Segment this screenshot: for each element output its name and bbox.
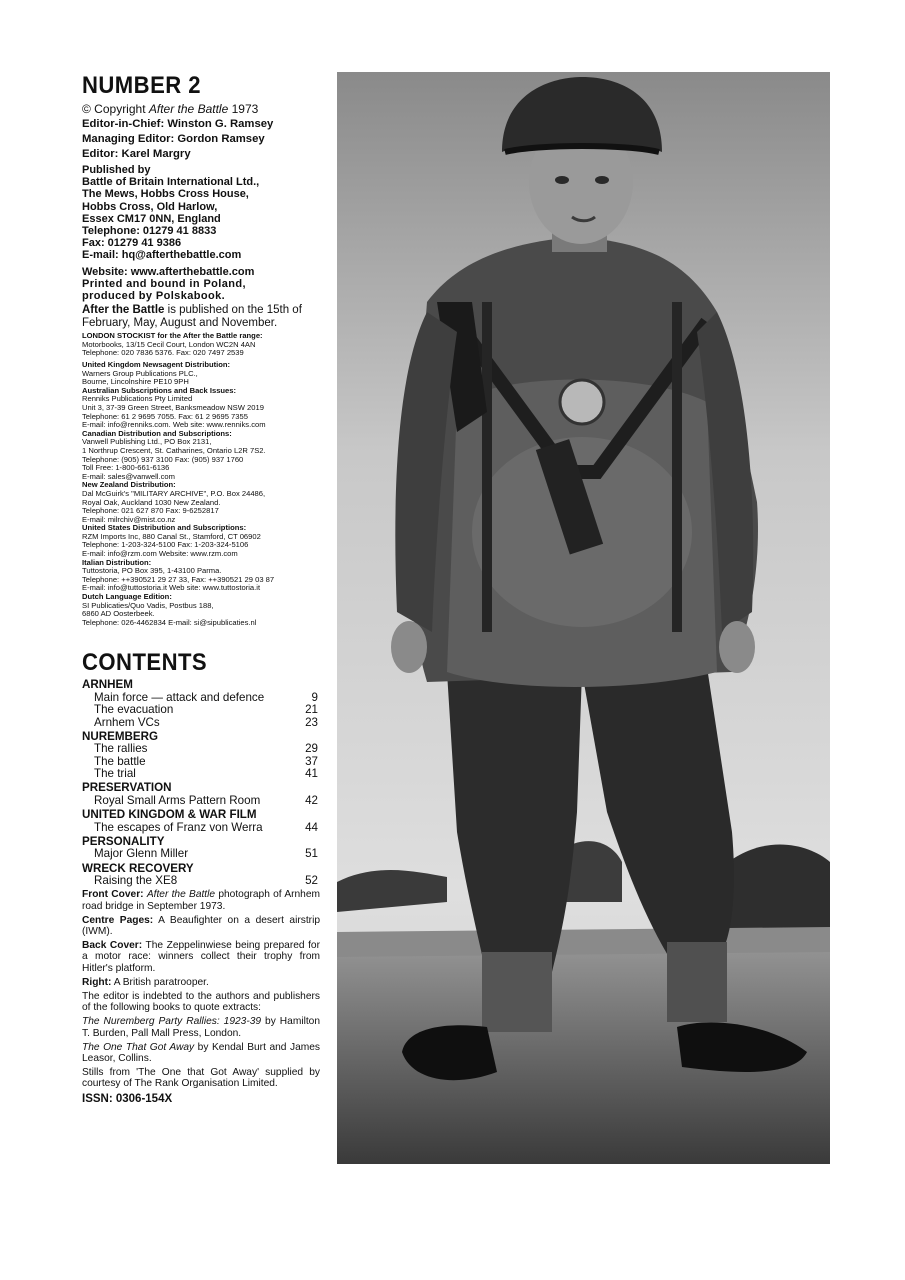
- editor-in-chief: Editor-in-Chief: Winston G. Ramsey: [82, 118, 274, 130]
- distributor-line: Dal McGuirk's "MILITARY ARCHIVE", P.O. Box 24486,: [82, 488, 266, 498]
- distributor-block: [82, 361, 320, 387]
- distributor-block: [82, 387, 320, 430]
- distributor-list: [82, 332, 320, 627]
- contents-section: NUREMBERG: [82, 729, 159, 743]
- contents-item: Royal Small Arms Pattern Room 42: [94, 793, 318, 807]
- distributor-line: Telephone: 61 2 9695 7055. Fax: 61 2 9695 7355: [82, 411, 248, 421]
- contents-item: Raising the XE8 52: [94, 874, 318, 888]
- editor: Editor: Karel Margry: [82, 148, 191, 160]
- contents-item: Major Glenn Miller 51: [94, 847, 318, 861]
- distributor-heading: Canadian Distribution and Subscriptions:: [82, 428, 232, 438]
- email: E-mail: hq@afterthebattle.com: [82, 249, 242, 262]
- distributor-line: E-mail: sales@vanwell.com: [82, 471, 175, 481]
- distributor-line: Unit 3, 37-39 Green Street, Banksmeadow NSW 2019: [82, 402, 264, 412]
- publisher-line: Battle of Britain International Ltd.,: [82, 176, 260, 189]
- distributor-line: SI Publicaties/Quo Vadis, Postbus 188,: [82, 600, 214, 610]
- distributor-line: Telephone: 021 627 870 Fax: 9-6252817: [82, 506, 219, 516]
- contents-item: The evacuation 21: [94, 703, 318, 717]
- indebted-note: The editor is indebted to the authors and publishers of the following books to quote extracts:: [82, 991, 320, 1014]
- managing-editor: Managing Editor: Gordon Ramsey: [82, 133, 265, 145]
- published-by-label: Published by: [82, 164, 151, 176]
- issn: ISSN: 0306-154X: [82, 1092, 173, 1105]
- distributor-block: [82, 481, 320, 524]
- distributor-block: [82, 332, 320, 358]
- distributor-line: E-mail: info@rzm.com Website: www.rzm.com: [82, 549, 238, 559]
- printed-line: produced by Polskabook.: [82, 290, 226, 303]
- paratrooper-photo: [337, 72, 830, 1164]
- publication-schedule: After the Battle is published on the 15th of February, May, August and November.: [82, 304, 302, 330]
- distributor-line: 1 Northrup Crescent, St. Catharines, Ontario L2R 7S2.: [82, 445, 266, 455]
- distributor-line: Telephone: 020 7836 5376. Fax: 020 7497 2539: [82, 348, 244, 358]
- distributor-heading: Australian Subscriptions and Back Issues:: [82, 385, 237, 395]
- contents-title: CONTENTS: [82, 649, 208, 677]
- contents-item: The trial 41: [94, 766, 318, 780]
- stills-credit: Stills from 'The One that Got Away' supplied by courtesy of The Rank Organisation Limited.: [82, 1067, 320, 1090]
- distributor-block: [82, 524, 320, 558]
- left-column: [82, 72, 320, 1105]
- distributor-block: [82, 593, 320, 627]
- book-credit: The Nuremberg Party Rallies: 1923-39 by Hamilton T. Burden, Pall Mall Press, London.: [82, 1016, 321, 1039]
- distributor-line: Telephone: (905) 937 3100 Fax: (905) 937 1760: [82, 454, 244, 464]
- credits-notes: [82, 889, 320, 1089]
- distributor-heading: United Kingdom Newsagent Distribution:: [82, 360, 231, 370]
- contents-item: The escapes of Franz von Werra 44: [94, 820, 318, 834]
- distributor-heading: LONDON STOCKIST for the After the Battle range:: [82, 331, 263, 341]
- distributor-block: [82, 559, 320, 593]
- distributor-heading: Italian Distribution:: [82, 557, 152, 567]
- fax: Fax: 01279 41 9386: [82, 237, 182, 250]
- contents-item: Main force — attack and defence 9: [94, 690, 318, 704]
- distributor-line: Motorbooks, 13/15 Cecil Court, London WC2N 4AN: [82, 339, 256, 349]
- distributor-line: E-mail: info@tuttostoria.it Web site: www.tuttostoria.it: [82, 583, 261, 593]
- front-cover-note: Front Cover: After the Battle photograph of Arnhem road bridge in September 1973.: [82, 889, 321, 912]
- telephone: Telephone: 01279 41 8833: [82, 225, 217, 238]
- distributor-block: [82, 430, 320, 482]
- contents-section: UNITED KINGDOM & WAR FILM: [82, 808, 257, 821]
- distributor-line: Telephone: 026-4462834 E-mail: si@sipublicaties.nl: [82, 617, 257, 627]
- contents-section: PRESERVATION: [82, 781, 172, 795]
- distributor-line: Vanwell Publishing Ltd., PO Box 2131,: [82, 437, 212, 447]
- distributor-line: Telephone: 1-203-324-5100 Fax: 1-203-324-5106: [82, 540, 249, 550]
- issue-title: NUMBER 2: [82, 72, 201, 99]
- paratrooper-photo-graphic: [337, 72, 830, 1164]
- distributor-heading: United States Distribution and Subscriptions:: [82, 523, 247, 533]
- right-photo-note: Right: A British paratrooper.: [82, 976, 209, 988]
- publisher-line: Essex CM17 0NN, England: [82, 212, 221, 225]
- distributor-line: Tuttostoria, PO Box 395, 1-43100 Parma.: [82, 566, 222, 576]
- distributor-line: E-mail: info@renniks.com. Web site: www.renniks.com: [82, 420, 266, 430]
- publisher-line: Hobbs Cross, Old Harlow,: [82, 200, 218, 213]
- distributor-line: RZM Imports Inc, 880 Canal St., Stamford, CT 06902: [82, 531, 261, 541]
- contents-section: ARNHEM: [82, 678, 133, 692]
- book-credit: The One That Got Away by Kendal Burt and James Leasor, Collins.: [82, 1041, 320, 1065]
- contents-item: The battle 37: [94, 754, 318, 768]
- contents-item: Arnhem VCs 23: [94, 715, 318, 729]
- distributor-heading: Dutch Language Edition:: [82, 592, 172, 602]
- copyright-line: © Copyright After the Battle 1973: [82, 102, 259, 116]
- distributor-line: Warners Group Publications PLC.,: [82, 368, 198, 378]
- distributor-line: 6860 AD Oosterbeek.: [82, 609, 155, 619]
- contents-section: WRECK RECOVERY: [82, 861, 194, 875]
- distributor-line: Renniks Publications Pty Limited: [82, 394, 193, 404]
- website: Website: www.afterthebattle.com: [82, 265, 255, 278]
- back-cover-note: Back Cover: The Zeppelinwiese being prepared for a motor race: winners collect their trophy from Hitler's platform.: [82, 940, 320, 974]
- contents: [82, 649, 320, 887]
- distributor-line: Toll Free: 1-800-661-6136: [82, 463, 170, 473]
- centre-pages-note: Centre Pages: A Beaufighter on a desert airstrip (IWM).: [82, 914, 320, 937]
- distributor-line: Royal Oak, Auckland 1030 New Zealand.: [82, 497, 221, 507]
- distributor-line: E-mail: milrchiv@mist.co.nz: [82, 514, 176, 524]
- printed-line: Printed and bound in Poland,: [82, 277, 246, 290]
- contents-item: The rallies 29: [94, 742, 318, 756]
- distributor-line: Bourne, Lincolnshire PE10 9PH: [82, 377, 189, 387]
- distributor-heading: New Zealand Distribution:: [82, 480, 176, 490]
- contents-section: PERSONALITY: [82, 834, 165, 848]
- publisher-line: The Mews, Hobbs Cross House,: [82, 188, 249, 201]
- distributor-line: Telephone: ++390521 29 27 33, Fax: ++390521 29 03 87: [82, 574, 275, 584]
